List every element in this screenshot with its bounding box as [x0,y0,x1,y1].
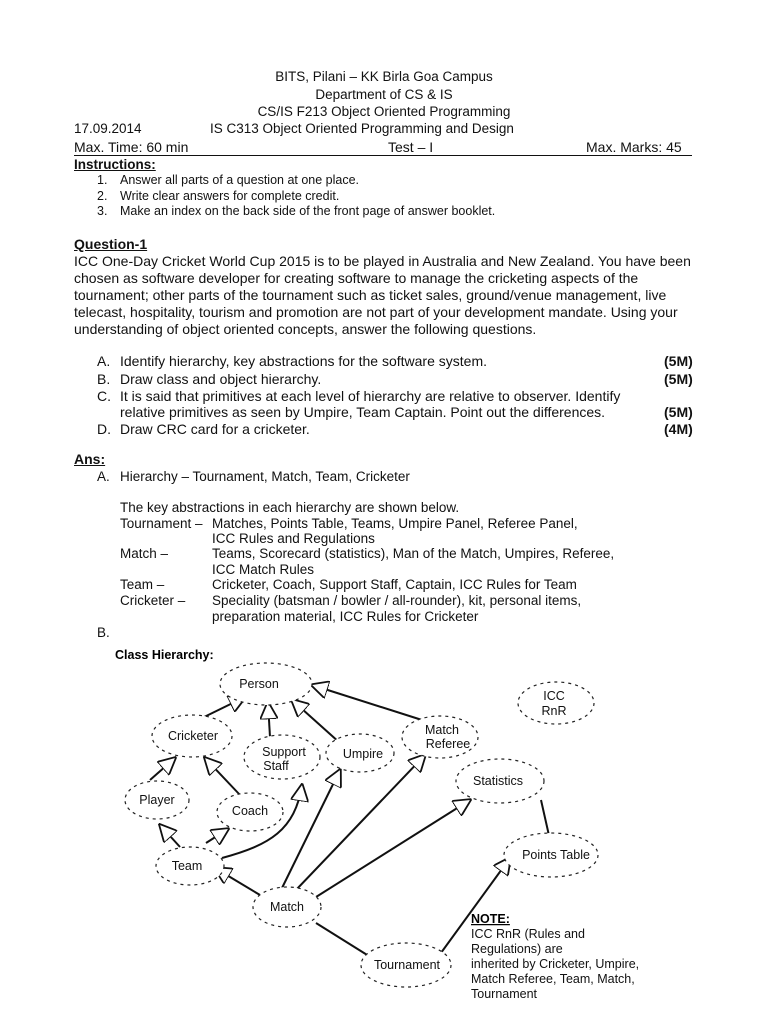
abstraction-line: preparation material, ICC Rules for Cricketer [212,609,479,624]
question-part-letter: C. [97,388,111,404]
test-name: Test – I [388,139,434,155]
node-label-staff: Staff [263,759,289,773]
question-part-marks: (5M) [664,371,693,387]
instruction-item: Answer all parts of a question at one place. [120,173,360,187]
question-heading: Question-1 [74,236,148,252]
answer-intro: The key abstractions in each hierarchy are shown below. [120,500,460,515]
course-line: CS/IS F213 Object Oriented Programming [257,104,511,119]
answer-letter: B. [97,625,110,640]
exam-date: 17.09.2014 [74,121,142,136]
node-label-team: Team [171,859,203,873]
question-part-text: Draw class and object hierarchy. [120,371,322,387]
node-label-umpire: Umpire [342,747,384,761]
note-line: Tournament [471,987,538,1001]
node-label-match-ref-1: Match [424,723,460,737]
header-rule [74,155,692,156]
note-line: ICC RnR (Rules and [471,927,585,941]
player-to-cricketer [150,758,175,780]
answer-hierarchy: Hierarchy – Tournament, Match, Team, Cricketer [120,469,410,484]
node-label-player: Player [139,793,175,807]
umpire-to-person [292,700,340,743]
question-part-text: It is said that primitives at each level of hierarchy are relative to observer. Identify [120,388,621,404]
instruction-number: 3. [97,204,108,218]
institution-line: BITS, Pilani – KK Birla Goa Campus [275,69,493,84]
instruction-number: 2. [97,189,108,203]
instruction-item: Make an index on the back side of the front page of answer booklet. [120,204,496,218]
question-part-marks: (4M) [664,421,693,437]
max-time: Max. Time: 60 min [74,139,189,155]
match-to-umpire [282,770,340,888]
node-label-support: Support [262,745,306,759]
question-part-text-cont: relative primitives as seen by Umpire, Team Captain. Point out the differences. [120,404,606,420]
tournament-to-match [316,923,372,958]
coach-to-cricketer [205,758,240,795]
question-part-marks: (5M) [664,353,693,369]
node-label-icc: ICC [543,689,565,703]
node-label-tournament: Tournament [373,958,441,972]
course-line-2: IS C313 Object Oriented Programming and Design [210,121,514,136]
team-to-player [160,825,180,847]
instruction-number: 1. [97,173,108,187]
answer-letter: A. [97,469,110,484]
instructions-heading: Instructions: [74,157,156,172]
match-to-statistics [316,800,470,897]
abstraction-line: Teams, Scorecard (statistics), Man of the Match, Umpires, Referee, [212,546,615,561]
note-line: inherited by Cricketer, Umpire, [471,957,640,971]
node-label-statistics: Statistics [472,774,524,788]
node-label-cricketer: Cricketer [167,729,219,743]
node-label-points-table: Points Table [522,848,590,862]
question-part-text: Draw CRC card for a cricketer. [120,421,310,437]
abstraction-line: ICC Rules and Regulations [212,531,375,546]
node-label-match-ref-2: Referee [425,737,471,751]
note-heading: NOTE: [471,912,510,926]
max-marks: Max. Marks: 45 [586,139,682,155]
node-label-coach: Coach [231,804,269,818]
abstraction-line: Cricketer, Coach, Support Staff, Captain, ICC Rules for Team [212,577,577,592]
support-to-person [268,703,270,737]
question-part-letter: A. [97,353,111,369]
answer-heading: Ans: [74,451,106,467]
question-part-marks: (5M) [664,404,693,420]
node-label-rnr: RnR [541,704,567,718]
abstraction-term: Match – [120,546,169,561]
referee-to-person [312,685,422,720]
question-part-text: Identify hierarchy, key abstractions for the software system. [120,353,488,369]
diagram-title: Class Hierarchy: [115,648,214,662]
abstraction-line: ICC Match Rules [212,562,315,577]
department-line: Department of CS & IS [315,87,453,102]
class-hierarchy-diagram [0,640,768,1024]
team-to-coach [206,829,228,843]
abstraction-line: Matches, Points Table, Teams, Umpire Panel, Referee Panel, [212,516,578,531]
abstraction-term: Cricketer – [120,593,186,608]
abstraction-term: Team – [120,577,165,592]
instruction-item: Write clear answers for complete credit. [120,189,340,203]
question-body: ICC One-Day Cricket World Cup 2015 is to be played in Australia and New Zealand. You have been chosen as software developer for creating software to manage the cricketing aspects of the tournament; other parts of the tournament such as ticket sales, ground/venue management, live telecast, hospitality, tourism and promotion are not part of your development mandate. Using your understanding of object oriented concepts, answer the following questions. [74,253,691,337]
question-part-letter: D. [97,421,111,437]
abstraction-term: Tournament – [120,516,203,531]
node-label-person: Person [239,677,279,691]
note-line: Match Referee, Team, Match, [471,972,635,986]
question-part-letter: B. [97,371,111,387]
abstraction-line: Speciality (batsman / bowler / all-rounder), kit, personal items, [212,593,582,608]
note-line: Regulations) are [471,942,563,956]
node-label-match: Match [269,900,305,914]
